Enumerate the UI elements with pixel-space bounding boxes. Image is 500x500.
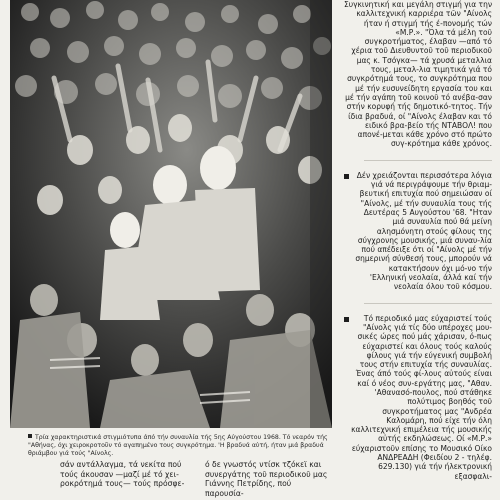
right-text-column [344,0,492,492]
article-block-2 [344,171,492,292]
article-block-1 [344,0,492,149]
caption-bullet-icon [28,434,32,438]
caption-text: Τρία χαρακτηριστικά στιγμιότυπα άπό τήν συναυλία τής 5ης Αὐγούστου 1968. Τό νεαρόν τής "Αθήνας, όχι χειροκροτοῦν τό αγαπημένο τους συγκρότημα. 'Η βραδυά αὐτή, ήταν μιά βραδυά θριάμβου γιά τούς "Αίνολς. [28,434,328,457]
bottom-column-right [205,460,332,498]
paragraph-marker-icon [344,317,349,322]
bottom-column-right-text: ό δε γνωστός ντίσκ τζόκεϊ και συνεργάτης τοῦ περιοδικοῦ μας Γιάννης Πετρίδης, πού παρουσία- [205,460,328,498]
paragraph-marker-icon [344,174,349,179]
bottom-text-columns [60,460,332,498]
bottom-column-left-text: σάν αντάλλαγμα, τά νεκίτα πού τούς άκουσαν —μαζί μέ τό χει-ροκρότημά τους— τούς πρόσφε- [60,460,185,488]
section-divider-1 [364,160,492,161]
section-divider-2 [364,303,492,304]
crowd-photo-graphic [10,0,332,428]
bottom-column-left [60,460,187,498]
article-block-2-text: Δέν χρειάζονται περισσότερα λόγια γιά νά περιγράψουμε τήν θριαμ-βευτική επιτυχία πού σημειώσαν οί "Αίνολς, μέ τήν συναυλία τους τής Δευτέρας 5 Αυγούστου '68. "Ηταν μιά συναυλία πού θά μείνη αλησμόνητη στούς φίλους της σύγχρονης μουσικής, μιά συναυ-λία πού απέδειξε ότι οί "Αίνολς μέ τήν σημερινή σύνθεσή τους, μπορούν νά κατακτήσουν όχι μό-νο τήν 'Ελληνική νεολαία, άλλά καί τήν νεολαία όλου τοῦ κόσμου. [355,170,492,292]
concert-crowd-photo [10,0,332,428]
article-block-1-text: Συγκινητική και μεγάλη στιγμή για την καλλιτεχνική καρριέρα τῶν "Αίνολς ήταν ή στιγμή τής έ-πονομής τών «Μ.Ρ.». "Όλα τά μέλη τοῦ συγκροτήματος, έλαβαν —από τό χέρια τοῦ Διευθυντοῦ τοῦ περιοδικοῦ μας κ. Τσόγκα— τά χρυσά μεταλλια τους, μεταλ-λια τιμητικά γιά τό συγκρότημά τους, το συγκρότημα που μέ τήν ευσυνείδητη εργασία του και μέ τήν αγάπη τοῦ κοινοῦ τό ανέβα-σαν στήν κορυφή τής δημοτικό-τητος. Τήν ίδια βραδυά, οί "Αίνολς έλαβαν και τό ειδικό βρα-βείο τής ΝΤΑΒΟΛ! που απονέ-μεται κάθε χρόνο στό πρώτο συγ-κρότημα κάθε χρόνος. [344,0,493,149]
photo-caption [28,434,332,458]
article-block-3-text: Τό περιοδικό μας εύχαριστεί τούς "Αίνολς γιά τίς δύο υπέροχες μου-σικές ώρες πού μάς χάρισαν, ό-πως εύχαριστεί και όλους τούς καλούς φίλους γιά τήν εύγενική συμβολή τους στήν επιτυχία τής συναυλίας. Ένας άπό τούς φί-λους αὐτούς είναι καί ό νέος συν-εργάτης μας, "Αθαν. 'Αθανασό-πουλος, πού στάθηκε πολύτιμος βοηθός τοῦ συγκροτήματος μας "Ανδρέα Καλομάρη, πού είχε τήν όλη καλλιτεχνική επιμέλεια τής μουσικής αὐτής εκδηλώσεως. Οί «Μ.Ρ.» εύχαριστοῦν επίσης το Μουσικό Οίκο ΑΝΔΡΕΑΔΗ (Φειδίου 2 - τηλέφ. 629.130) γιά τήν ήλεκτρονική εξασφαλι- [351,313,492,481]
article-block-3 [344,314,492,481]
